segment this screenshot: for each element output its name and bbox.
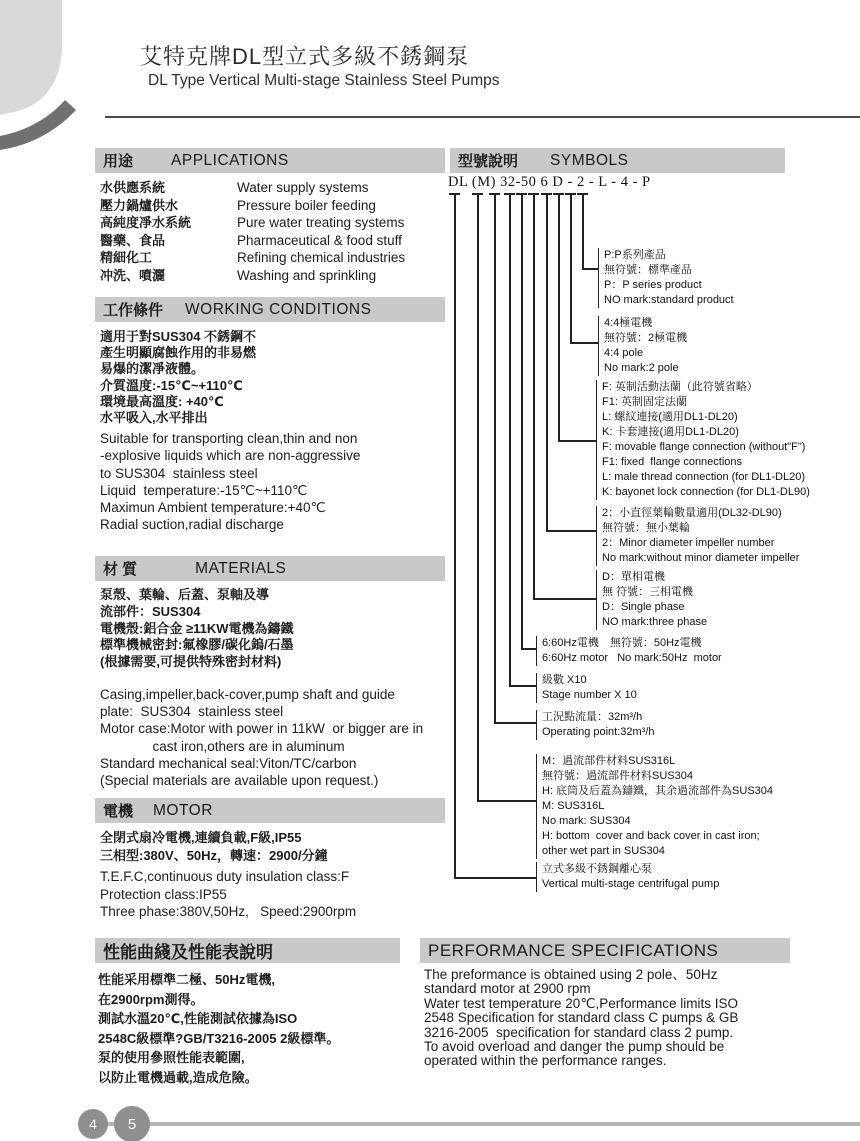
leader-elbow-P	[582, 268, 598, 270]
performance-line-en: To avoid overload and danger the pump should be	[424, 1039, 725, 1055]
model-code: DL (M) 32-50 6 D - 2 - L - 4 - P	[448, 174, 651, 190]
annotation-line: 無符號：無小葉輪	[602, 522, 690, 534]
annotation-line: other wet part in SUS304	[542, 845, 665, 857]
leader-elbow-L	[558, 440, 596, 442]
section-title-cn: 材 質	[103, 561, 138, 578]
application-item-cn: 壓力鍋爐供水	[100, 197, 179, 213]
footer-divider	[92, 1122, 860, 1126]
working-conditions-cn	[100, 329, 256, 426]
application-item-cn: 水供應系統	[100, 180, 166, 195]
performance-line-en: Water test temperature 20℃,Performance limits ISO	[424, 995, 739, 1011]
annotation-line: NO mark:three phase	[602, 616, 708, 628]
annotation-line: 無符號：過流部件材料SUS304	[542, 770, 693, 782]
leader-line-6	[521, 195, 523, 648]
annotation-line: F: 英制活動法蘭（此符號省略）	[602, 381, 758, 393]
symbol-annotation-2	[596, 506, 799, 566]
annotation-line: NO mark:standard product	[604, 294, 734, 306]
working-conditions-line-en: Liquid temperature:-15℃~+110℃	[100, 482, 308, 498]
annotation-line: F: movable flange connection (without"F")	[602, 441, 806, 453]
section-title-cn: 工作條件	[103, 302, 164, 319]
working-conditions-line-en: Suitable for transporting clean,thin and non	[100, 431, 358, 446]
annotation-line: L: 螺紋連接(適用DL1-DL20)	[602, 411, 738, 423]
section-header-motor	[95, 798, 445, 823]
symbol-annotation-L	[596, 380, 810, 500]
performance-line-cn: 泵的使用參照性能表範圍,	[98, 1050, 245, 1066]
materials-line-cn: 標準機械密封:氟橡膠/碳化鎢/石墨	[100, 637, 294, 653]
leader-line-50	[509, 195, 511, 685]
section-header-materials	[95, 556, 445, 581]
annotation-line: P:P系列產品	[604, 249, 666, 261]
working-conditions-line-cn: 水平吸入,水平排出	[100, 410, 208, 426]
annotation-line: 2：小直徑葉輪數量適用(DL32-DL90)	[602, 507, 782, 519]
annotation-line: 級數 X10	[542, 674, 587, 686]
leader-elbow-6	[521, 648, 536, 650]
motor-line-en: T.E.F.C,continuous duty insulation class:F	[100, 869, 350, 884]
section-title-cn: 型號說明	[458, 153, 519, 170]
materials-line-en: plate: SUS304 stainless steel	[100, 704, 284, 720]
annotation-line: M：過流部件材料SUS316L	[542, 755, 676, 767]
performance-en	[424, 968, 738, 1069]
annotation-line: 無符號：標準產品	[604, 264, 692, 276]
working-conditions-line-cn: 介質溫度:-15℃~+110℃	[100, 377, 243, 393]
application-item-cn: 精細化工	[100, 250, 153, 265]
performance-cn	[98, 970, 339, 1088]
applications-list-cn	[100, 179, 191, 284]
annotation-line: L: male thread connection (for DL1-DL20)	[602, 471, 805, 483]
working-conditions-line-cn: 產生明顯腐蝕作用的非易燃	[100, 345, 257, 361]
symbol-annotation-4	[598, 316, 687, 376]
annotation-line: H: 底筒及后蓋為鑄鐵，其余過流部件為SUS304	[542, 785, 774, 797]
application-item-en: Water supply systems	[237, 180, 369, 195]
application-item-en: Pharmaceutical & food stuff	[237, 232, 402, 248]
section-header-performance-en	[420, 938, 790, 963]
materials-line-en: Casing,impeller,back-cover,pump shaft and guide	[100, 687, 395, 702]
application-item-en: Pure water treating systems	[237, 215, 405, 230]
working-conditions-line-en: Radial suction,radial discharge	[100, 517, 284, 533]
materials-cn	[100, 587, 294, 671]
motor-line-en: Protection class:IP55	[100, 886, 227, 902]
annotation-line: 立式多級不銹鋼離心泵	[542, 863, 652, 875]
section-header-applications	[95, 148, 445, 173]
symbol-annotation-DL	[536, 862, 719, 892]
page-title-cn: 艾特克牌DL型立式多級不銹鋼泵	[140, 44, 470, 69]
symbol-annotation-P	[598, 248, 734, 308]
motor-cn	[100, 829, 328, 864]
performance-line-en: operated within the performance ranges.	[424, 1053, 667, 1069]
leader-line-DL	[454, 195, 456, 877]
application-item-cn: 高純度凈水系統	[100, 215, 192, 230]
symbol-annotation-M	[536, 754, 773, 859]
leader-elbow-4	[570, 342, 598, 344]
annotation-line: 工況點流量：32m³/h	[542, 711, 643, 723]
section-title-en: MOTOR	[153, 801, 213, 819]
annotation-line: P：P series product	[604, 279, 702, 291]
annotation-line: 6:60Hz motor No mark:50Hz motor	[542, 652, 722, 664]
leader-elbow-D	[533, 598, 596, 600]
leader-line-L	[558, 195, 560, 440]
annotation-line: K: bayonet lock connection (for DL1-DL90)	[602, 486, 810, 498]
performance-line-en: The preformance is obtained using 2 pole、50Hz	[424, 967, 718, 982]
annotation-line: No mark:without minor diameter impeller	[602, 552, 800, 564]
application-item-en: Pressure boiler feeding	[237, 197, 376, 213]
section-title-cn: 用途	[103, 153, 134, 170]
annotation-line: No mark: SUS304	[542, 815, 631, 827]
annotation-line: K: 卡套連接(適用DL1-DL20)	[602, 426, 739, 438]
performance-line-en: standard motor at 2900 rpm	[424, 981, 591, 997]
leader-line-2	[546, 195, 548, 530]
performance-line-cn: 性能采用標準二極、50Hz電機,	[98, 972, 275, 987]
section-title-en: PERFORMANCE SPECIFICATIONS	[428, 940, 719, 960]
application-item-en: Washing and sprinkling	[237, 267, 377, 283]
working-conditions-line-cn: 環境最高溫度: +40℃	[100, 393, 224, 409]
leader-line-4	[570, 195, 572, 342]
leader-line-M	[477, 195, 479, 800]
section-title-en: MATERIALS	[195, 559, 287, 577]
working-conditions-line-cn: 易爆的潔凈液體。	[100, 361, 205, 377]
annotation-line: D：Single phase	[602, 601, 685, 613]
working-conditions-line-en: Maximun Ambient temperature:+40℃	[100, 500, 326, 516]
symbol-annotation-50	[536, 673, 637, 703]
annotation-line: 4:4 pole	[604, 347, 644, 359]
symbol-annotation-D	[596, 570, 707, 630]
application-item-en: Refining chemical industries	[237, 250, 406, 265]
leader-line-D	[533, 195, 535, 598]
leader-elbow-M	[477, 800, 536, 802]
materials-line-en: Standard mechanical seal:Viton/TC/carbon	[100, 755, 357, 771]
leader-line-32	[494, 195, 496, 722]
section-header-performance-cn	[95, 938, 400, 963]
performance-line-cn: 在2900rpm測得。	[98, 991, 204, 1007]
leader-line-P	[582, 195, 584, 268]
materials-line-cn: 電機殼:鋁合金 ≥11KW電機為鑄鐵	[100, 620, 294, 636]
page-number-badge-4: 4	[78, 1109, 108, 1139]
performance-line-cn: 2548C級標準?GB/T3216-2005 2級標準。	[98, 1030, 340, 1046]
leader-elbow-50	[509, 685, 536, 687]
annotation-line: H: bottom cover and back cover in cast iron;	[542, 830, 760, 842]
performance-line-en: 3216-2005 specification for standard class 2 pump.	[424, 1024, 734, 1040]
annotation-line: M: SUS316L	[542, 800, 605, 812]
annotation-line: No mark:2 pole	[604, 362, 679, 374]
annotation-line: F1: fixed flange connections	[602, 456, 743, 468]
performance-line-cn: 測試水溫20℃,性能測試依據為ISO	[98, 1011, 298, 1027]
application-item-cn: 冲洗、噴灑	[100, 267, 166, 283]
annotation-line: 4:4極電機	[604, 317, 653, 329]
materials-en	[100, 686, 423, 789]
symbol-annotation-6	[536, 636, 722, 666]
applications-list-en	[237, 179, 405, 284]
materials-line-en: (Special materials are available upon request.)	[100, 773, 379, 789]
page-number-badge-5: 5	[114, 1106, 150, 1141]
motor-line-en: Three phase:380V,50Hz, Speed:2900rpm	[100, 904, 357, 919]
working-conditions-line-en: -explosive liquids which are non-aggressive	[100, 448, 361, 464]
annotation-line: D：單相電機	[602, 571, 665, 583]
annotation-line: Operating point:32m³/h	[542, 726, 655, 738]
materials-line-cn: (根據需要,可提供特殊密封材料)	[100, 654, 282, 670]
leader-elbow-32	[494, 722, 536, 724]
leader-elbow-2	[546, 530, 596, 532]
motor-en	[100, 868, 356, 921]
performance-line-en: 2548 Specification for standard class C pumps & GB	[424, 1010, 739, 1026]
annotation-line: 無符號：2極電機	[604, 332, 688, 344]
annotation-line: 2：Minor diameter impeller number	[602, 537, 775, 549]
materials-line-cn: 泵殼、葉輪、后蓋、泵軸及導	[100, 587, 270, 602]
working-conditions-line-en: to SUS304 stainless steel	[100, 465, 258, 481]
materials-line-en: Motor case:Motor with power in 11kW or bigger are in	[100, 721, 424, 737]
materials-line-en: cast iron,others are in aluminum	[100, 738, 345, 754]
leader-elbow-DL	[454, 877, 536, 879]
application-item-cn: 醫藥、食品	[100, 232, 166, 248]
working-conditions-en	[100, 430, 360, 534]
annotation-line: 無 符號：三相電機	[602, 586, 694, 598]
working-conditions-line-cn: 適用于對SUS304 不銹鋼不	[100, 329, 257, 344]
section-title-en: SYMBOLS	[550, 151, 629, 169]
materials-line-cn: 流部件：SUS304	[100, 603, 201, 619]
motor-line-cn: 三相型:380V、50Hz，轉速：2900/分鐘	[100, 847, 328, 863]
annotation-line: 6:60Hz電機 無符號：50Hz電機	[542, 637, 702, 649]
section-header-working-conditions	[95, 297, 445, 322]
title-divider	[105, 116, 860, 118]
section-title-en: WORKING CONDITIONS	[185, 300, 372, 318]
section-header-symbols	[450, 148, 785, 173]
page-title-en: DL Type Vertical Multi-stage Stainless Steel Pumps	[148, 72, 500, 89]
motor-line-cn: 全閉式扇冷電機,連續負載,F級,IP55	[100, 830, 302, 845]
corner-swoosh-decoration	[0, 0, 130, 165]
annotation-line: Vertical multi-stage centrifugal pump	[542, 878, 720, 890]
section-title-en: APPLICATIONS	[171, 151, 289, 169]
section-title-cn: 性能曲綫及性能表說明	[103, 943, 273, 962]
section-title-cn: 電機	[103, 803, 134, 820]
symbol-annotation-32	[536, 710, 655, 740]
performance-line-cn: 以防止電機過載,造成危險。	[98, 1069, 258, 1085]
annotation-line: F1: 英制固定法蘭	[602, 396, 687, 408]
annotation-line: Stage number X 10	[542, 689, 637, 701]
